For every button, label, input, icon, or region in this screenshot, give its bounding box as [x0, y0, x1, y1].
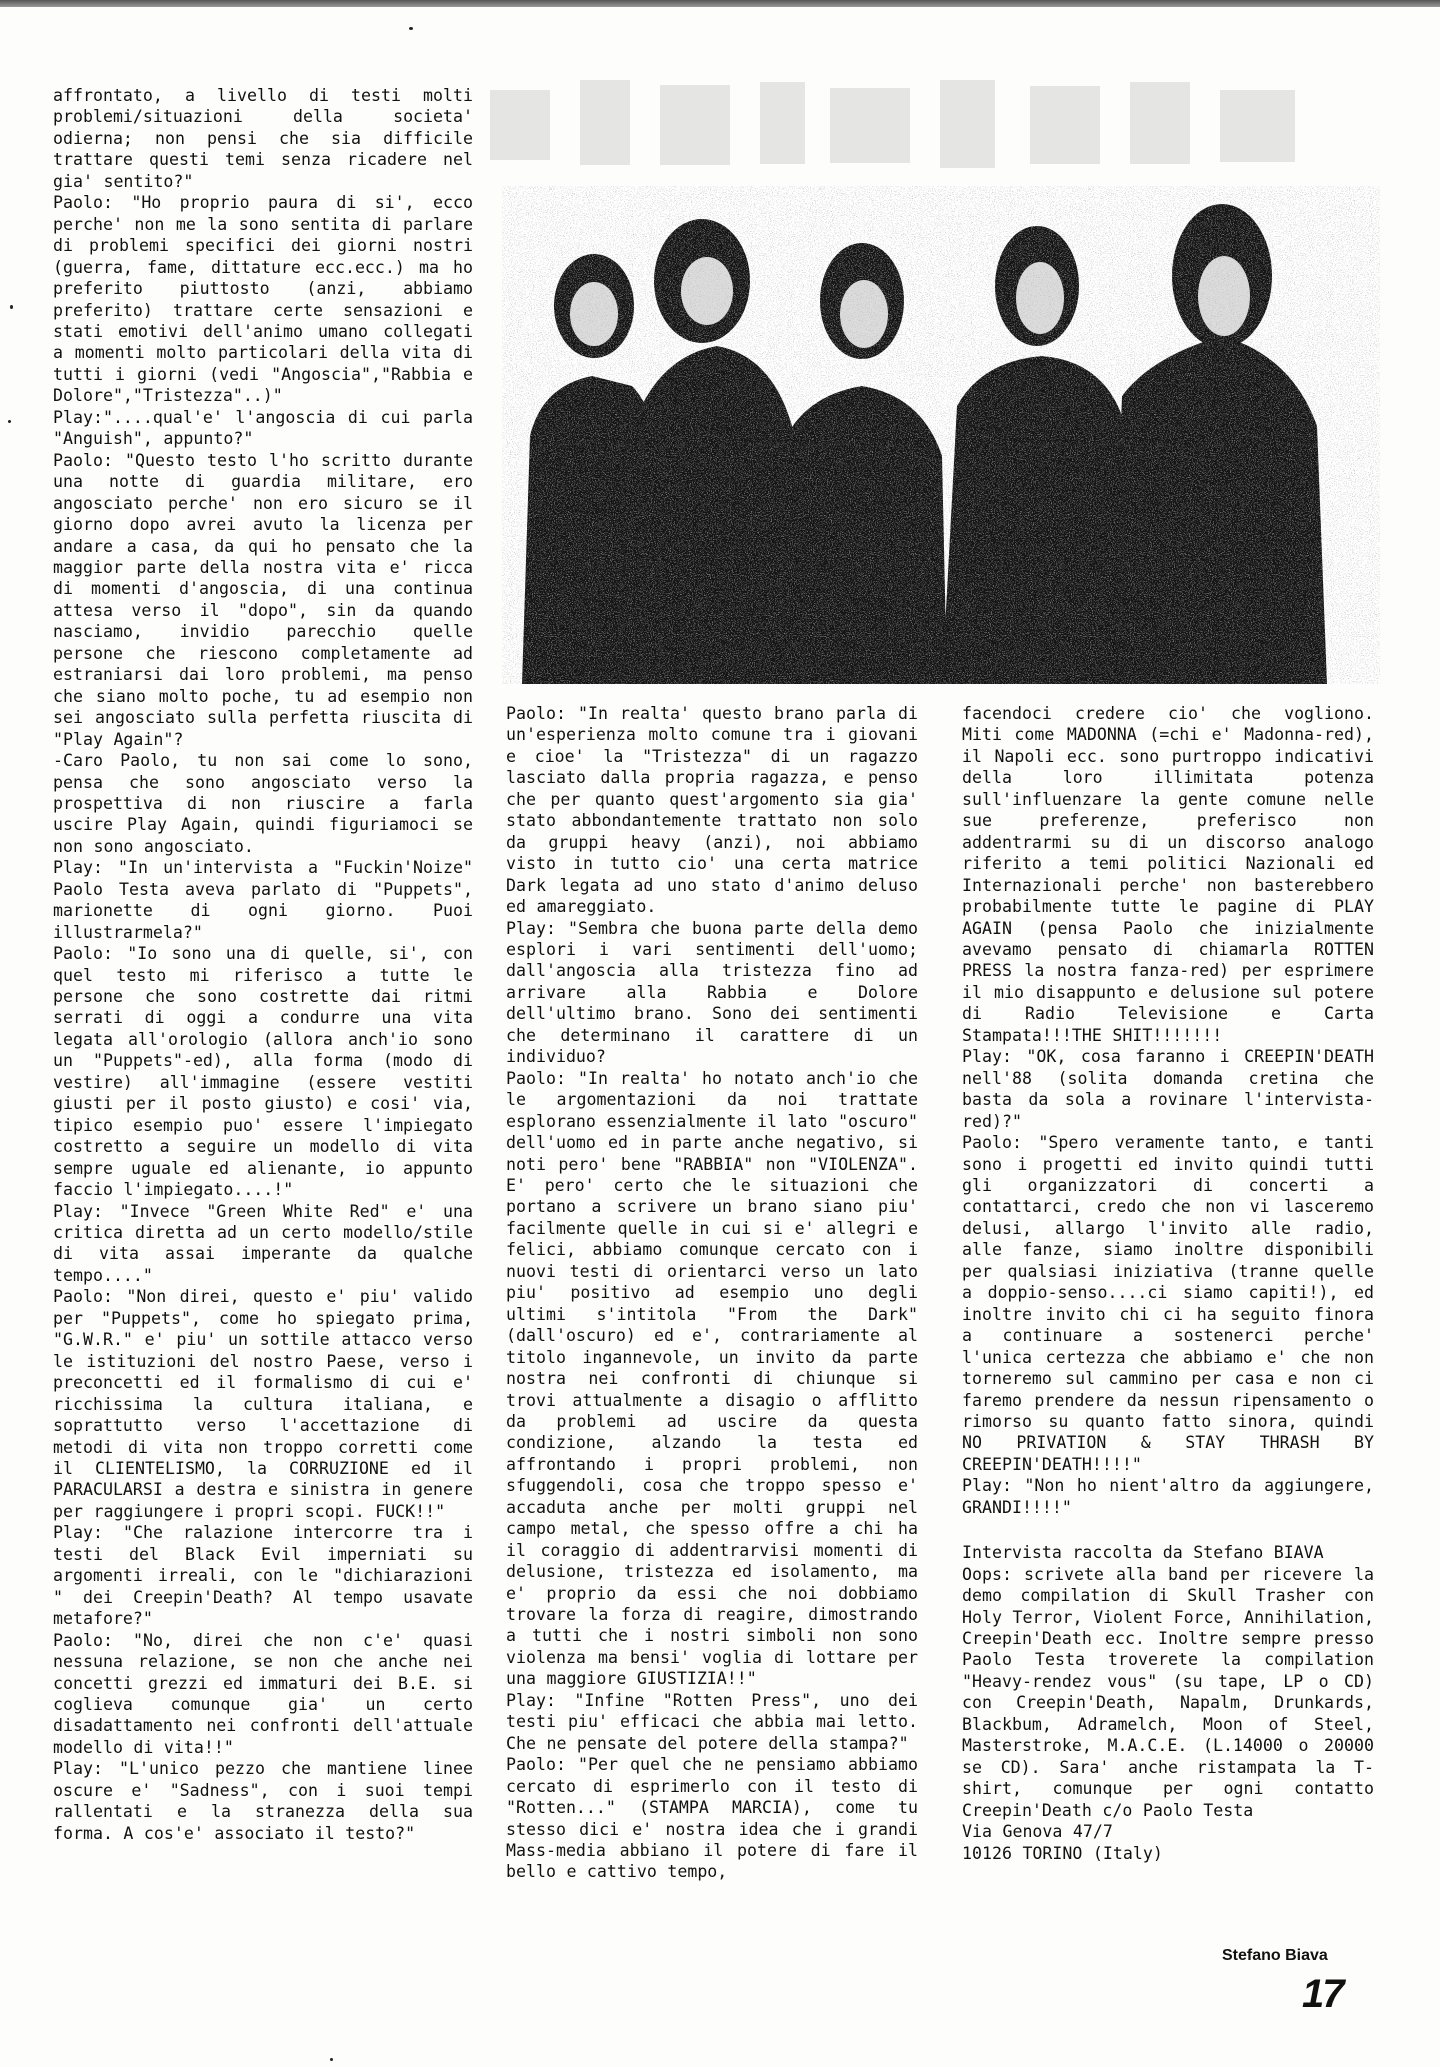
article-column-3 [962, 703, 1374, 1864]
article-column-1 [53, 85, 473, 1844]
column-1-paragraph: Paolo: "Ho proprio paura di si', ecco perche' non me la sono sentita di parlare di problemi specifici dei giorni nostri (guerra, fame, dittature ecc.ecc.) ma ho preferito piuttosto (anzi, abbiamo preferito) trattare certe sensazioni e stati emotivi dell'animo umano collegati a momenti molto particolari della vita di tutti i giorni (vedi "Angoscia","Rabbia e Dolore","Tristezza"..)" [53, 193, 473, 406]
column-3-paragraph: facendoci credere cio' che vogliono. Miti come MADONNA (=chi e' Madonna-red), il Napoli ecc. sono purtroppo indicativi della loro illimitata potenza sull'influenzare la gente comune nelle sue preferenze, preferisco non addentrarmi su di un discorso analogo riferito a temi politici Nazionali ed Internazionali perche' non basterebbero probabilmente tutte le pagine di PLAY AGAIN (pensa Paolo che inizialmente avevamo pensato di chiamarla ROTTEN PRESS la nostra fanza-red) per esprimere il mio disappunto e delusione sul potere di Radio Televisione e Carta Stampata!!!THE SHIT!!!!!!! [962, 704, 1374, 1045]
column-2-paragraph: Paolo: "In realta' questo brano parla di un'esperienza molto comune tra i giovani e cioe' la "Tristezza" di un ragazzo lasciato dalla propria ragazza, e penso che per quanto quest'argomento sia gia' stato abbondantemente trattato non solo da gruppi heavy (anzi), noi abbiamo visto in tutto cio' una certa matrice Dark legata ad uno stato d'animo deluso ed amareggiato. [506, 704, 918, 917]
column-1-paragraph: Paolo: "Questo testo l'ho scritto durante una notte di guardia militare, ero angosciato perche' non ero sicuro se il giorno dopo avrei avuto la licenza per andare a casa, da qui ho pensato che la maggior parte della nostra vita e' ricca di momenti d'angoscia, di una continua attesa verso il "dopo", sin da quando nasciamo, invidio parecchio quelle persone che riescono completamente ad estraniarsi dai loro problemi, ma penso che siano molto poche, tu ad esempio non sei angosciato sulla perfetta riuscita di "Play Again"? [53, 450, 473, 749]
author-signature: Stefano Biava [1222, 1947, 1328, 1964]
column-1-paragraph: Paolo: "Io sono una di quelle, si', con quel testo mi riferisco a tutte le persone che sono costrette dai ritmi serrati di oggi a condurre una vita legata all'orologio (allora anch'io sono un "Puppets"-ed), alla forma (modo di vestire) all'immagine (essere vestiti giusti per il posto giusto) e cosi' via, tipico esempio puo' essere l'impiegato costretto a seguire un modello di vita sempre uguale ed alienante, io appunto faccio l'impiegato....!" [53, 944, 473, 1200]
page-top-rule [0, 0, 1440, 7]
column-1-paragraph: -Caro Paolo, tu non sai come lo sono, pensa che sono angosciato verso la prospettiva di non riuscire a farla uscire Play Again, quindi figuriamoci se non sono angosciato. [53, 751, 473, 856]
column-1-paragraph: Play: "In un'intervista a "Fuckin'Noize" Paolo Testa aveva parlato di "Puppets", marionette di ogni giorno. Puoi illustrarmela?" [53, 858, 473, 942]
column-3-paragraph: Paolo: "Spero veramente tanto, e tanti sono i progetti ed invito quindi tutti gli organizzatori di concerti a contattarci, credo che non vi lasceremo delusi, allargo l'invito alle radio, alle fanze, siamo inoltre disponibili per qualsiasi iniziativa (tranne quelle a doppio-senso....ci siamo capiti!), ed inoltre invito chi ci ha seguito finora a continuare a sostenerci perche' l'unica certezza che abbiamo e' che non torneremo sul cammino per casa e non ci faremo prendere da nessun ripensamento o rimorso su quanto fatto sinora, quindi NO PRIVATION & STAY THRASH BY CREEPIN'DEATH!!!!" [962, 1133, 1374, 1474]
contact-address-city: 10126 TORINO (Italy) [962, 1843, 1163, 1863]
column-1-paragraph: affrontato, a livello di testi molti problemi/situazioni della societa' odierna; non pensi che sia difficile trattare questi temi senza ricadere nel gia' sentito?" [53, 86, 473, 191]
column-1-paragraph: Play: "Invece "Green White Red" e' una critica diretta ad un certo modello/stile di vita assai imperante da qualche tempo...." [53, 1201, 473, 1285]
scan-speck [8, 420, 11, 423]
column-1-paragraph: Play: "L'unico pezzo che mantiene linee oscure e' "Sadness", con i suoi tempi rallentati e la stranezza della sua forma. A cos'e' associato il testo?" [53, 1759, 473, 1843]
scan-speck [409, 27, 413, 30]
column-2-paragraph: Play: "Sembra che buona parte della demo esplori i vari sentimenti dell'uomo; dall'angoscia alla tristezza fino ad arrivare alla Rabbia e Dolore dell'ultimo brano. Sono dei sentimenti che determinano il carattere di un individuo? [506, 918, 918, 1067]
scan-speck [330, 2058, 333, 2061]
band-photo [502, 186, 1380, 684]
scan-speck [10, 305, 13, 309]
interview-credit: Intervista raccolta da Stefano BIAVA [962, 1543, 1324, 1563]
column-1-paragraph: Play:"....qual'e' l'angoscia di cui parla "Anguish", appunto?" [53, 407, 473, 449]
contact-notice: Oops: scrivete alla band per ricevere la demo compilation di Skull Trasher con Holy Terror, Violent Force, Annihilation, Creepin'Death ecc. Inoltre sempre presso Paolo Testa troverete la compilation "Heavy-rendez vous" (su tape, LP o CD) con Creepin'Death, Napalm, Drunkards, Blackbum, Adramelch, Moon of Steel, Masterstroke, M.A.C.E. (L.14000 o 20000 se CD). Sara' anche ristampata la T-shirt, comunque per ogni contatto Creepin'Death c/o Paolo Testa [962, 1564, 1374, 1820]
column-3-paragraph: Play: "Non ho nient'altro da aggiungere, GRANDI!!!!" [962, 1476, 1374, 1517]
column-1-paragraph: Paolo: "Non direi, questo e' piu' valido per "Puppets", come ho spiegato prima, "G.W.R." e' piu' un sottile attacco verso le istituzioni del nostro Paese, verso i preconcetti ed il formalismo di cui e' ricchissima la cultura italiana, e soprattutto verso l'accettazione di metodi di vita non troppo corretti come il CLIENTELISMO, la CORRUZIONE ed il PARACULARSI a destra e sinistra in genere per raggiungere i propri scopi. FUCK!!" [53, 1287, 473, 1521]
show-through-headline [470, 70, 1370, 180]
column-2-paragraph: Paolo: "Per quel che ne pensiamo abbiamo cercato di esprimerlo con il testo di "Rotten..." (STAMPA MARCIA), come tu stesso dici e' nostra idea che i grandi Mass-media abbiano il potere di fare il bello e cattivo tempo, [506, 1755, 918, 1882]
column-1-paragraph: Play: "Che ralazione intercorre tra i testi del Black Evil imperniati su argomenti irreali, con le "dichiarazioni " dei Creepin'Death? Al tempo usavate metafore?" [53, 1523, 473, 1629]
column-2-paragraph: Play: "Infine "Rotten Press", uno dei testi piu' efficaci che abbia mai letto. Che ne pensate del potere della stampa?" [506, 1690, 918, 1753]
column-3-paragraph: Play: "OK, cosa faranno i CREEPIN'DEATH nell'88 (solita domanda cretina che basta da sola a rovinare l'intervista-red)?" [962, 1047, 1374, 1131]
contact-address-street: Via Genova 47/7 [962, 1822, 1113, 1842]
column-2-paragraph: Paolo: "In realta' ho notato anch'io che le argomentazioni da noi trattate esplorano essenzialmente il lato "oscuro" dell'uomo ed in parte anche negativo, si noti pero' bene "RABBIA" non "VIOLENZA". E' pero' certo che le situazioni che portano a scrivere un brano siano piu' facilmente quelle in cui si e' allegri e felici, abbiamo comunque cercato con i nuovi testi di orientarci verso un lato piu' positivo ad esempio uno degli ultimi s'intitola "From the Dark" (dall'oscuro) ed e', contrariamente al titolo ingannevole, un invito da parte nostra nei confronti di chiunque si trovi attualmente a disagio o afflitto da problemi ad uscire da questa condizione, alzando la testa ed affrontando i propri problemi, non sfuggendoli, cosa che troppo spesso e' accaduta anche per molti gruppi nel campo metal, che spesso offre a chi ha il coraggio di addentrarvisi momenti di delusione, tristezza ed isolamento, ma e' proprio da essi che noi dobbiamo trovare la forza di reagire, dimostrando a tutti che i nostri simboli non sono violenza ma bensi' voglia di lottare per una maggiore GIUSTIZIA!!" [506, 1068, 918, 1689]
page-number: 17 [1302, 1972, 1343, 2016]
article-column-2 [506, 703, 918, 1883]
column-1-paragraph: Paolo: "No, direi che non c'e' quasi nessuna relazione, se non che anche nei concetti grezzi ed immaturi dei B.E. si coglieva comunque gia' un certo disadattamento nei confronti dell'attuale modello di vita!!" [53, 1630, 473, 1757]
